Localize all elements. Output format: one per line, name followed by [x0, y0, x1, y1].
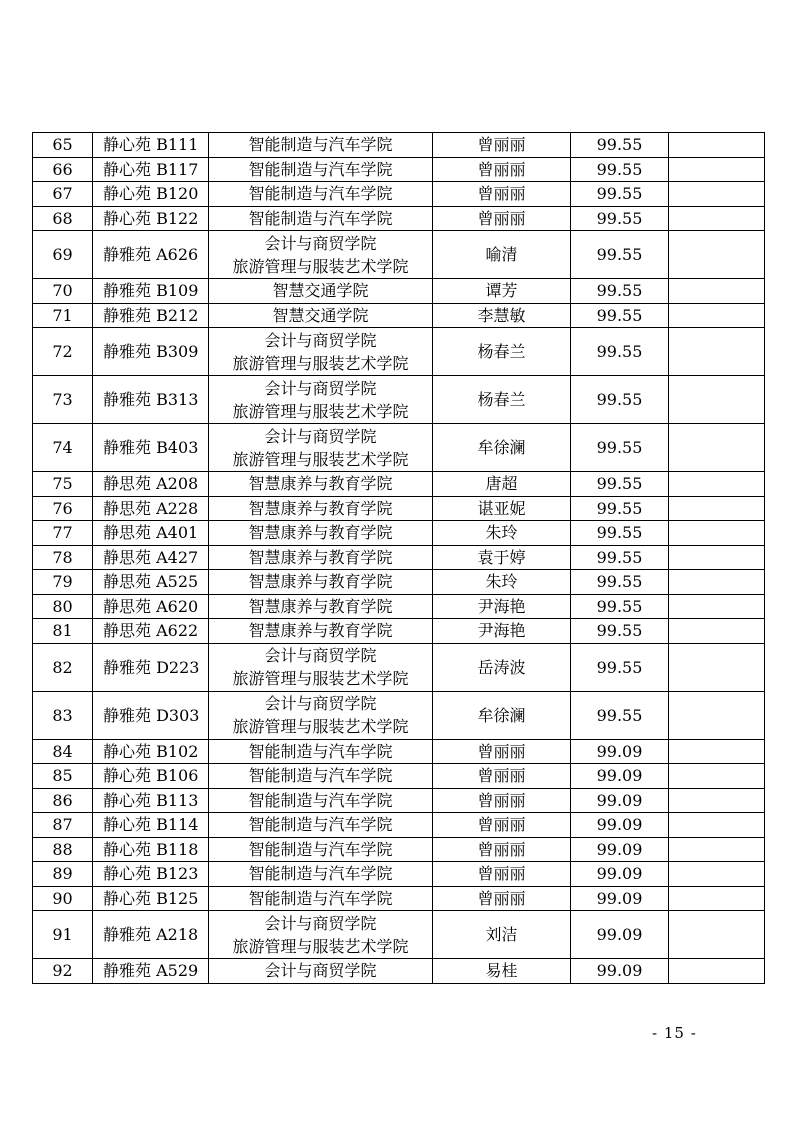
row-number-cell: 89 — [33, 862, 93, 887]
college-name: 智能制造与汽车学院 — [248, 815, 393, 835]
college-name: 智慧交通学院 — [272, 281, 369, 301]
college-name: 会计与商贸学院 — [264, 694, 377, 713]
score-cell: 99.55 — [571, 328, 669, 376]
note-cell — [669, 472, 765, 497]
counselor-cell: 尹海艳 — [433, 594, 571, 619]
college-name: 智能制造与汽车学院 — [248, 766, 393, 786]
counselor-cell: 曾丽丽 — [433, 739, 571, 764]
table-row — [33, 182, 765, 207]
score-cell: 99.09 — [571, 837, 669, 862]
college-cell — [209, 691, 433, 739]
college-name: 会计与商贸学院 — [264, 646, 377, 665]
college-cell — [209, 424, 433, 472]
college-name: 智慧康养与教育学院 — [248, 523, 393, 543]
room-cell: 静心苑 B113 — [93, 788, 209, 813]
counselor-cell: 曾丽丽 — [433, 206, 571, 231]
college-cell — [209, 545, 433, 570]
note-cell — [669, 862, 765, 887]
table-row — [33, 328, 765, 376]
note-cell — [669, 594, 765, 619]
room-cell: 静雅苑 B309 — [93, 328, 209, 376]
table-row — [33, 545, 765, 570]
counselor-cell: 曾丽丽 — [433, 788, 571, 813]
table-row — [33, 643, 765, 691]
room-cell: 静心苑 B117 — [93, 157, 209, 182]
college-name: 智能制造与汽车学院 — [248, 790, 393, 810]
college-cell — [209, 303, 433, 328]
college-cell — [209, 133, 433, 158]
counselor-cell: 尹海艳 — [433, 619, 571, 644]
college-name: 智能制造与汽车学院 — [248, 741, 393, 761]
room-cell: 静心苑 B102 — [93, 739, 209, 764]
college-name: 会计与商贸学院 — [264, 426, 377, 446]
table-row — [33, 424, 765, 472]
college-name: 旅游管理与服装艺术学院 — [232, 669, 409, 688]
note-cell — [669, 619, 765, 644]
college-name: 会计与商贸学院 — [264, 378, 377, 398]
counselor-cell: 喻清 — [433, 231, 571, 279]
score-cell: 99.09 — [571, 813, 669, 838]
note-cell — [669, 691, 765, 739]
row-number-cell: 80 — [33, 594, 93, 619]
row-number-cell: 75 — [33, 472, 93, 497]
row-number-cell: 73 — [33, 376, 93, 424]
room-cell: 静心苑 B114 — [93, 813, 209, 838]
college-cell — [209, 231, 433, 279]
note-cell — [669, 133, 765, 158]
counselor-cell: 刘洁 — [433, 911, 571, 959]
note-cell — [669, 813, 765, 838]
row-number-cell: 78 — [33, 545, 93, 570]
table-row — [33, 886, 765, 911]
room-cell: 静雅苑 A218 — [93, 911, 209, 959]
college-cell — [209, 594, 433, 619]
college-cell — [209, 521, 433, 546]
college-cell — [209, 788, 433, 813]
room-cell: 静思苑 A525 — [93, 570, 209, 595]
row-number-cell: 92 — [33, 959, 93, 984]
room-cell: 静心苑 B125 — [93, 886, 209, 911]
score-cell: 99.55 — [571, 206, 669, 231]
table-row — [33, 279, 765, 304]
college-cell — [209, 157, 433, 182]
counselor-cell: 易桂 — [433, 959, 571, 984]
table-row — [33, 813, 765, 838]
table-row — [33, 788, 765, 813]
college-cell — [209, 764, 433, 789]
room-cell: 静雅苑 A529 — [93, 959, 209, 984]
room-cell: 静雅苑 D303 — [93, 691, 209, 739]
room-cell: 静心苑 B123 — [93, 862, 209, 887]
college-name: 智慧康养与教育学院 — [248, 572, 393, 592]
college-name: 智能制造与汽车学院 — [248, 888, 393, 908]
college-cell — [209, 643, 433, 691]
score-cell: 99.55 — [571, 643, 669, 691]
counselor-cell: 牟徐澜 — [433, 691, 571, 739]
college-cell — [209, 279, 433, 304]
page-number: - 15 - — [652, 1024, 697, 1042]
note-cell — [669, 545, 765, 570]
table-row — [33, 206, 765, 231]
room-cell: 静思苑 A427 — [93, 545, 209, 570]
table-row — [33, 837, 765, 862]
counselor-cell: 谭芳 — [433, 279, 571, 304]
score-cell: 99.09 — [571, 739, 669, 764]
note-cell — [669, 837, 765, 862]
room-cell: 静思苑 A620 — [93, 594, 209, 619]
row-number-cell: 91 — [33, 911, 93, 959]
college-name: 智慧康养与教育学院 — [248, 596, 393, 616]
row-number-cell: 88 — [33, 837, 93, 862]
college-cell — [209, 837, 433, 862]
note-cell — [669, 328, 765, 376]
college-name: 智慧康养与教育学院 — [248, 474, 393, 494]
row-number-cell: 68 — [33, 206, 93, 231]
college-cell — [209, 496, 433, 521]
counselor-cell: 曾丽丽 — [433, 813, 571, 838]
college-cell — [209, 739, 433, 764]
college-cell — [209, 911, 433, 959]
college-name: 智能制造与汽车学院 — [248, 159, 393, 179]
note-cell — [669, 788, 765, 813]
counselor-cell: 岳涛波 — [433, 643, 571, 691]
table-row — [33, 496, 765, 521]
note-cell — [669, 376, 765, 424]
counselor-cell: 曾丽丽 — [433, 182, 571, 207]
college-cell — [209, 206, 433, 231]
college-name: 智能制造与汽车学院 — [248, 839, 393, 859]
counselor-cell: 朱玲 — [433, 570, 571, 595]
score-cell: 99.09 — [571, 959, 669, 984]
dorm-score-table — [32, 132, 765, 984]
college-name: 智慧交通学院 — [272, 305, 369, 325]
counselor-cell: 谌亚妮 — [433, 496, 571, 521]
score-cell: 99.09 — [571, 886, 669, 911]
counselor-cell: 唐超 — [433, 472, 571, 497]
table-row — [33, 157, 765, 182]
score-cell: 99.55 — [571, 594, 669, 619]
college-name: 智能制造与汽车学院 — [248, 208, 393, 228]
table-row — [33, 570, 765, 595]
room-cell: 静雅苑 B212 — [93, 303, 209, 328]
college-name: 旅游管理与服装艺术学院 — [232, 256, 409, 276]
college-cell — [209, 813, 433, 838]
college-name: 会计与商贸学院 — [264, 961, 377, 981]
table-row — [33, 594, 765, 619]
table-row — [33, 231, 765, 279]
table-body — [33, 133, 765, 984]
row-number-cell: 79 — [33, 570, 93, 595]
table-row — [33, 764, 765, 789]
score-cell: 99.55 — [571, 133, 669, 158]
table-row — [33, 959, 765, 984]
college-name: 会计与商贸学院 — [264, 233, 377, 253]
counselor-cell: 曾丽丽 — [433, 764, 571, 789]
table-row — [33, 739, 765, 764]
score-cell: 99.55 — [571, 376, 669, 424]
table-row — [33, 862, 765, 887]
counselor-cell: 曾丽丽 — [433, 837, 571, 862]
college-name: 智能制造与汽车学院 — [248, 135, 393, 155]
note-cell — [669, 496, 765, 521]
table-row — [33, 133, 765, 158]
room-cell: 静雅苑 A626 — [93, 231, 209, 279]
note-cell — [669, 521, 765, 546]
college-name: 旅游管理与服装艺术学院 — [232, 717, 409, 736]
score-cell: 99.09 — [571, 788, 669, 813]
score-cell: 99.55 — [571, 545, 669, 570]
counselor-cell: 曾丽丽 — [433, 886, 571, 911]
college-cell — [209, 328, 433, 376]
college-name: 旅游管理与服装艺术学院 — [232, 353, 409, 373]
college-cell — [209, 182, 433, 207]
college-name: 旅游管理与服装艺术学院 — [232, 936, 409, 956]
room-cell: 静思苑 A401 — [93, 521, 209, 546]
college-name: 旅游管理与服装艺术学院 — [232, 401, 409, 421]
table-row — [33, 376, 765, 424]
score-cell: 99.55 — [571, 570, 669, 595]
note-cell — [669, 959, 765, 984]
row-number-cell: 77 — [33, 521, 93, 546]
note-cell — [669, 231, 765, 279]
college-name: 智能制造与汽车学院 — [248, 864, 393, 884]
row-number-cell: 72 — [33, 328, 93, 376]
college-cell — [209, 886, 433, 911]
note-cell — [669, 279, 765, 304]
college-cell — [209, 376, 433, 424]
note-cell — [669, 303, 765, 328]
room-cell: 静雅苑 D223 — [93, 643, 209, 691]
row-number-cell: 90 — [33, 886, 93, 911]
table-row — [33, 911, 765, 959]
counselor-cell: 袁于婷 — [433, 545, 571, 570]
room-cell: 静雅苑 B313 — [93, 376, 209, 424]
college-name: 会计与商贸学院 — [264, 913, 377, 933]
college-cell — [209, 570, 433, 595]
row-number-cell: 86 — [33, 788, 93, 813]
room-cell: 静心苑 B106 — [93, 764, 209, 789]
score-cell: 99.55 — [571, 619, 669, 644]
room-cell: 静雅苑 B109 — [93, 279, 209, 304]
table-row — [33, 619, 765, 644]
score-cell: 99.55 — [571, 691, 669, 739]
row-number-cell: 65 — [33, 133, 93, 158]
score-cell: 99.09 — [571, 764, 669, 789]
note-cell — [669, 911, 765, 959]
row-number-cell: 71 — [33, 303, 93, 328]
score-cell: 99.55 — [571, 424, 669, 472]
room-cell: 静思苑 A208 — [93, 472, 209, 497]
row-number-cell: 74 — [33, 424, 93, 472]
score-cell: 99.55 — [571, 279, 669, 304]
counselor-cell: 李慧敏 — [433, 303, 571, 328]
college-name: 智慧康养与教育学院 — [248, 547, 393, 567]
row-number-cell: 67 — [33, 182, 93, 207]
note-cell — [669, 206, 765, 231]
table-row — [33, 303, 765, 328]
table-row — [33, 521, 765, 546]
row-number-cell: 87 — [33, 813, 93, 838]
counselor-cell: 曾丽丽 — [433, 133, 571, 158]
row-number-cell: 85 — [33, 764, 93, 789]
room-cell: 静思苑 A622 — [93, 619, 209, 644]
college-name: 智慧康养与教育学院 — [248, 498, 393, 518]
counselor-cell: 杨春兰 — [433, 328, 571, 376]
room-cell: 静雅苑 B403 — [93, 424, 209, 472]
note-cell — [669, 764, 765, 789]
college-name: 旅游管理与服装艺术学院 — [232, 449, 409, 469]
counselor-cell: 牟徐澜 — [433, 424, 571, 472]
score-cell: 99.09 — [571, 911, 669, 959]
note-cell — [669, 570, 765, 595]
table-row — [33, 472, 765, 497]
note-cell — [669, 182, 765, 207]
note-cell — [669, 739, 765, 764]
table-row — [33, 691, 765, 739]
score-cell: 99.55 — [571, 303, 669, 328]
counselor-cell: 曾丽丽 — [433, 862, 571, 887]
row-number-cell: 82 — [33, 643, 93, 691]
room-cell: 静思苑 A228 — [93, 496, 209, 521]
score-cell: 99.55 — [571, 496, 669, 521]
row-number-cell: 84 — [33, 739, 93, 764]
score-cell: 99.09 — [571, 862, 669, 887]
score-cell: 99.55 — [571, 521, 669, 546]
score-cell: 99.55 — [571, 157, 669, 182]
room-cell: 静心苑 B118 — [93, 837, 209, 862]
row-number-cell: 66 — [33, 157, 93, 182]
counselor-cell: 朱玲 — [433, 521, 571, 546]
row-number-cell: 83 — [33, 691, 93, 739]
college-name: 智能制造与汽车学院 — [248, 184, 393, 204]
college-cell — [209, 959, 433, 984]
college-name: 会计与商贸学院 — [264, 330, 377, 350]
row-number-cell: 70 — [33, 279, 93, 304]
room-cell: 静心苑 B120 — [93, 182, 209, 207]
row-number-cell: 69 — [33, 231, 93, 279]
score-cell: 99.55 — [571, 231, 669, 279]
college-name: 智慧康养与教育学院 — [248, 621, 393, 641]
college-cell — [209, 472, 433, 497]
college-cell — [209, 862, 433, 887]
score-cell: 99.55 — [571, 472, 669, 497]
row-number-cell: 76 — [33, 496, 93, 521]
room-cell: 静心苑 B111 — [93, 133, 209, 158]
counselor-cell: 曾丽丽 — [433, 157, 571, 182]
row-number-cell: 81 — [33, 619, 93, 644]
room-cell: 静心苑 B122 — [93, 206, 209, 231]
counselor-cell: 杨春兰 — [433, 376, 571, 424]
note-cell — [669, 886, 765, 911]
score-cell: 99.55 — [571, 182, 669, 207]
note-cell — [669, 157, 765, 182]
note-cell — [669, 424, 765, 472]
note-cell — [669, 643, 765, 691]
college-cell — [209, 619, 433, 644]
